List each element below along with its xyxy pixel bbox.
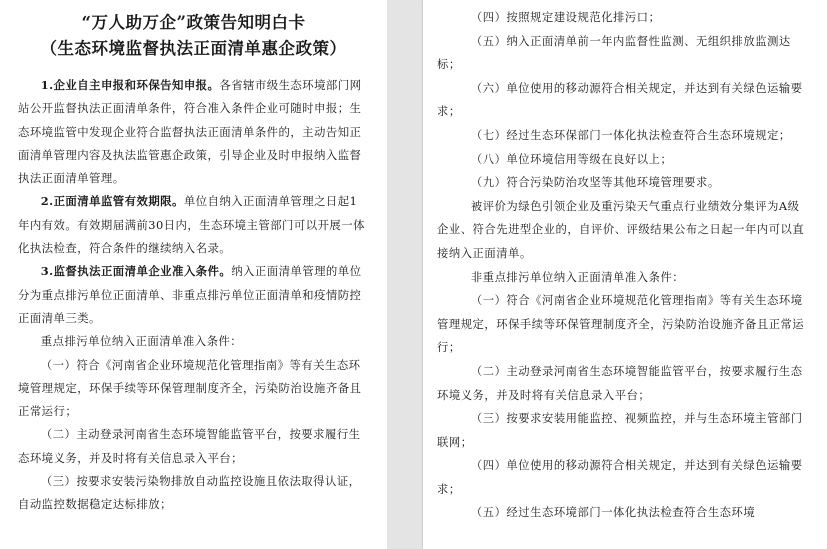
- paragraph-r5: （八）单位环境信用等级在良好以上；: [470, 152, 673, 166]
- paragraph-2: [18, 190, 369, 260]
- paragraph-r8: 非重点排污单位纳入正面清单准入条件：: [470, 270, 685, 284]
- paragraph-r3: （六）单位使用的移动源符合相关规定，并达到有关绿色运输要求；: [437, 81, 803, 119]
- paragraph-3-body: 纳入正面清单管理的单位分为重点排污单位正面清单、非重点排污单位正面清单和疫情防控正面清单三类。: [18, 264, 362, 325]
- paragraph-1-heading: 1.企业自主申报和环保告知申报。: [40, 78, 220, 92]
- paragraph-6: （二）主动登录河南省生态环境智能监管平台，按要求履行生态环境义务，并及时将有关信息录入平台；: [18, 427, 361, 465]
- paragraph-4: 重点排污单位纳入正面清单准入条件：: [40, 334, 243, 349]
- paragraph-3-heading: 3.监督执法正面清单企业准入条件。: [40, 264, 232, 279]
- document-page-left: [0, 0, 387, 549]
- paragraph-r10: （二）主动登录河南省生态环境智能监管平台，按要求履行生态环境义务，并及时将有关信息录入平台；: [437, 364, 803, 402]
- paragraph-r6: （九）符合污染防治攻坚等其他环境管理要求。: [470, 176, 720, 190]
- document-subtitle: （生态环境监督执法正面清单惠企政策）: [40, 39, 347, 58]
- paragraph-7: （三）按要求安装污染物排放自动监控设施且依法取得认证，自动监控数据稳定达标排放；: [18, 474, 361, 512]
- paragraph-3: [18, 260, 369, 330]
- paragraph-r2: （五）纳入正面清单前一年内监督性监测、无组织排放监测达标；: [437, 34, 791, 72]
- document-page-right: [423, 0, 827, 549]
- paragraph-5: （一）符合《河南省企业环境规范化管理指南》等有关生态环境管理规定，环保手续等环保管理制度齐全，污染防治设施齐备且正常运行；: [18, 357, 362, 419]
- paragraph-1-body: 各省辖市级生态环境部门网站公开监督执法正面清单条件，符合准入条件企业可随时申报；生态环境监管中发现企业符合监督执法正面清单条件的，主动告知正面清单管理内容及执法监管惠企政策，引导企业及时申报纳入监督执法正面清单管理。: [18, 78, 362, 186]
- document-title: “万人助万企”政策告知明白卡: [81, 13, 306, 32]
- paragraph-r11: （三）按要求安装用能监控、视频监控，并与生态环境主管部门联网；: [437, 412, 803, 449]
- page-gap: [387, 0, 423, 549]
- paragraph-r1: （四）按照规定建设规范化排污口；: [470, 11, 661, 24]
- paragraph-r9: （一）符合《河南省企业环境规范化管理指南》等有关生态环境管理规定，环保手续等环保管理制度齐全，污染防治设施齐备且正常运行；: [437, 294, 805, 355]
- paragraph-r12: （四）单位使用的移动源符合相关规定，并达到有关绿色运输要求；: [437, 459, 803, 496]
- paragraph-r7: 被评价为绿色引领企业及重污染天气重点行业绩效分集评为A级企业、符合先进型企业的，自评价、评级结果公布之日起一年内可以直接纳入正面清单。: [437, 199, 805, 260]
- paragraph-r4: （七）经过生态环保部门一体化执法检查符合生态环境规定；: [470, 128, 791, 142]
- paragraph-2-heading: 2.正面清单监管有效期限。: [40, 194, 184, 209]
- paragraph-r13: （五）经过生态环境部门一体化执法检查符合生态环境: [470, 506, 756, 520]
- paragraph-2-body: 单位自纳入正面清单管理之日起1年内有效。有效期届满前30日内，生态环境主管部门可以开展一体化执法检查，符合条件的继续纳入名录。: [18, 194, 365, 256]
- paragraph-1: [18, 74, 369, 190]
